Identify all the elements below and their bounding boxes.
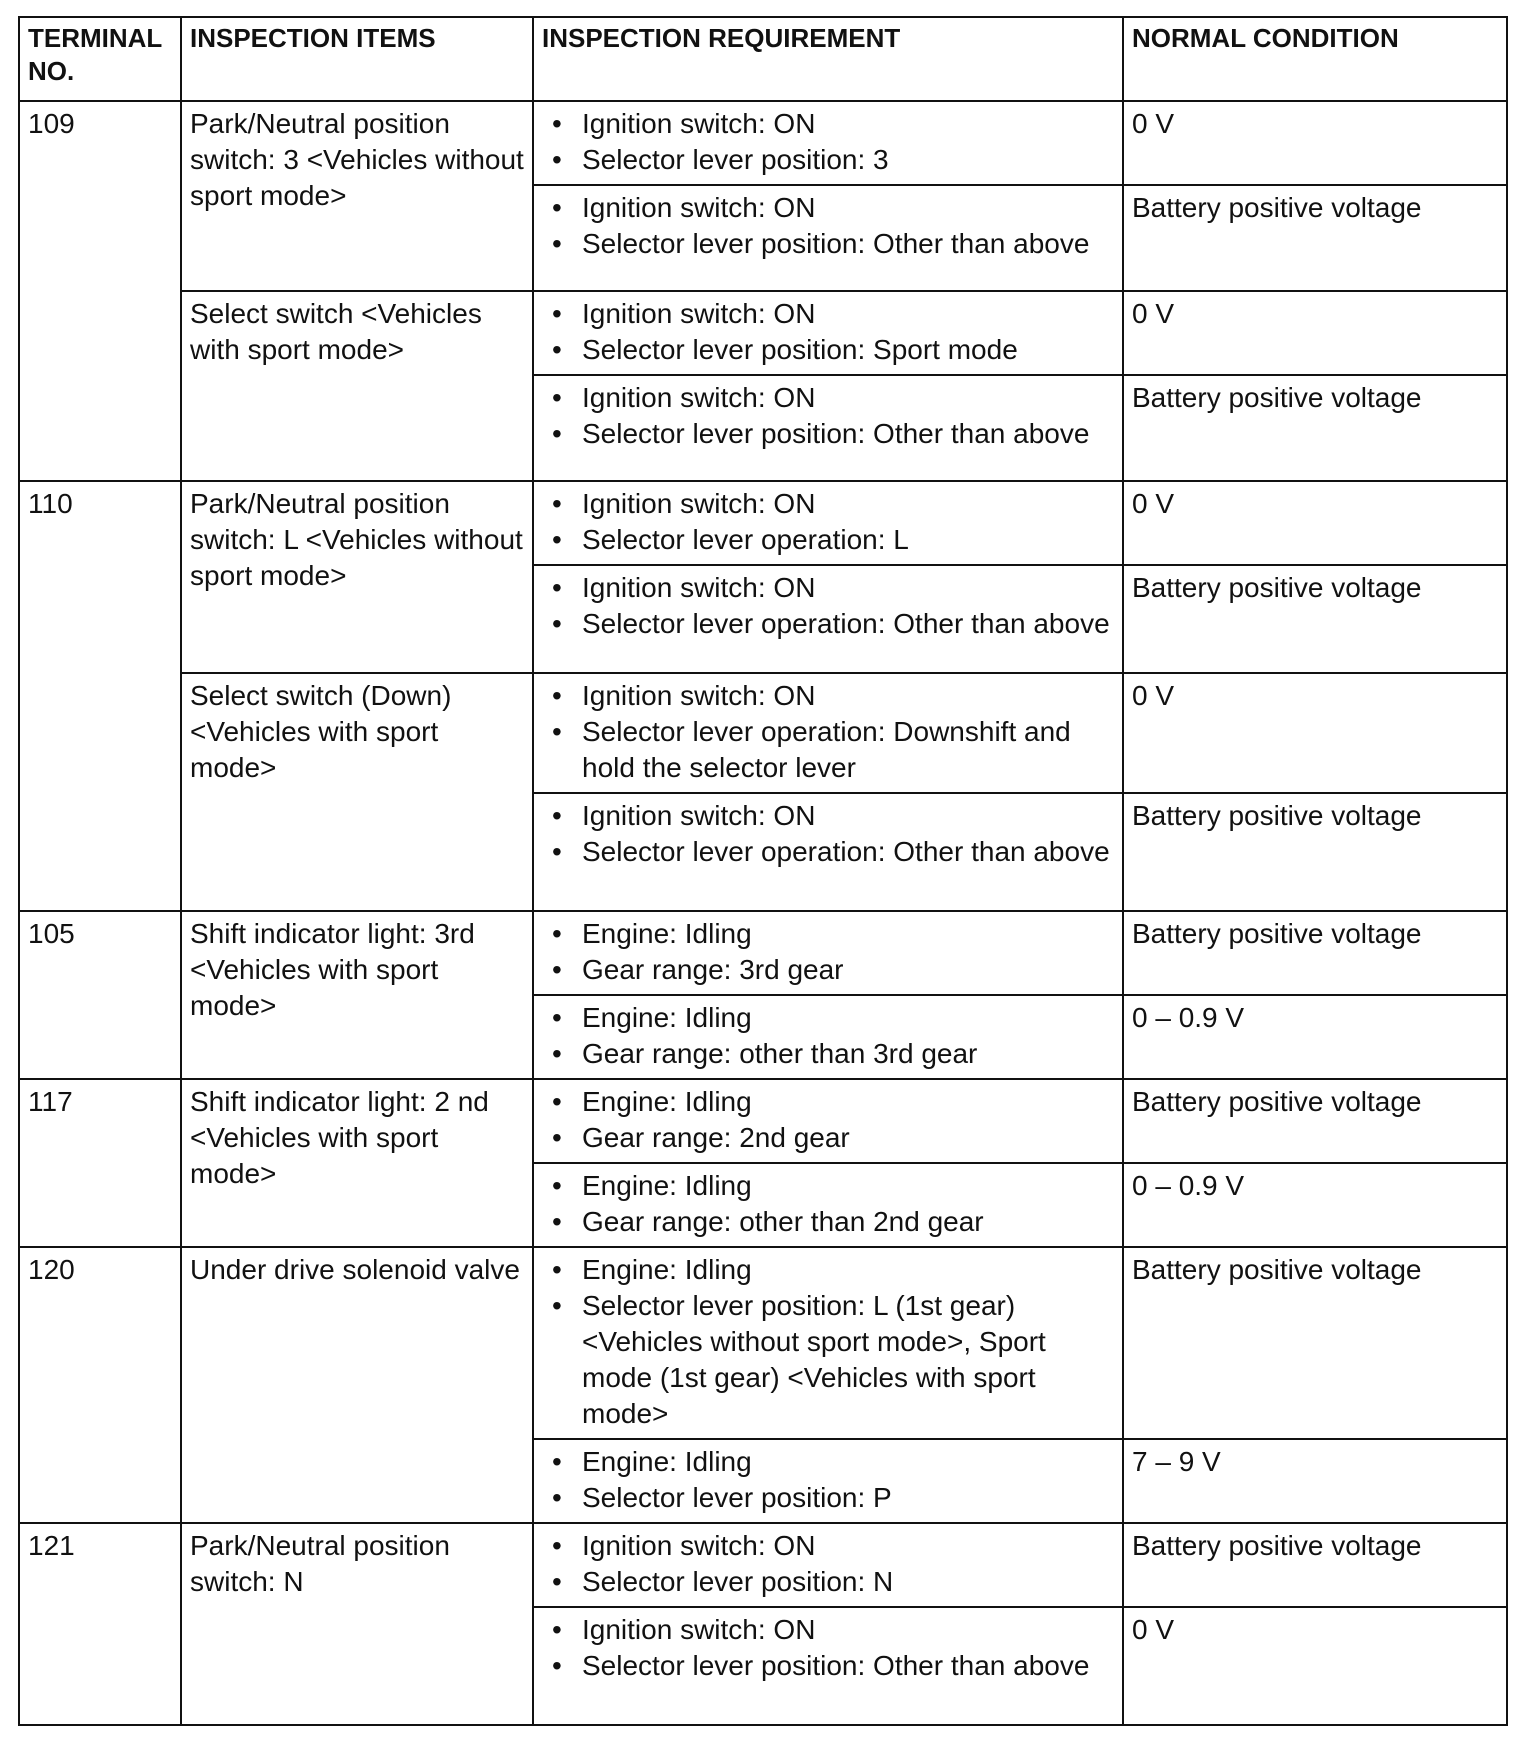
terminal-number: 121 <box>19 1523 181 1725</box>
requirement-item: • Ignition switch: ON <box>582 486 1114 522</box>
requirement-item: • Ignition switch: ON <box>582 1528 1114 1564</box>
requirement-item: • Engine: Idling <box>582 1000 1114 1036</box>
normal-condition: 7 – 9 V <box>1123 1439 1507 1523</box>
normal-condition: Battery positive voltage <box>1123 565 1507 673</box>
normal-condition: Battery positive voltage <box>1123 185 1507 291</box>
inspection-item: Park/Neutral position switch: N <box>181 1523 533 1725</box>
requirement-item: • Ignition switch: ON <box>582 678 1114 714</box>
requirement-item: • Selector lever position: P <box>582 1480 1114 1516</box>
table-row <box>19 101 1507 185</box>
requirement-item: • Selector lever position: Other than above <box>582 226 1114 262</box>
table-row <box>19 291 1507 375</box>
inspection-item: Park/Neutral position switch: L <Vehicles without sport mode> <box>181 481 533 673</box>
inspection-item: Select switch <Vehicles with sport mode> <box>181 291 533 481</box>
requirement-item: • Selector lever operation: Other than above <box>582 606 1114 642</box>
inspection-requirement <box>533 101 1123 185</box>
requirement-item: • Ignition switch: ON <box>582 570 1114 606</box>
requirement-item: • Gear range: 2nd gear <box>582 1120 1114 1156</box>
requirement-item: • Gear range: 3rd gear <box>582 952 1114 988</box>
inspection-requirement <box>533 1439 1123 1523</box>
requirement-item: • Selector lever operation: Other than above <box>582 834 1114 870</box>
requirement-item: • Selector lever operation: Downshift and hold the selector lever <box>582 714 1114 786</box>
normal-condition: Battery positive voltage <box>1123 793 1507 911</box>
terminal-number: 120 <box>19 1247 181 1523</box>
inspection-item: Select switch (Down) <Vehicles with sport mode> <box>181 673 533 911</box>
inspection-item: Under drive solenoid valve <box>181 1247 533 1523</box>
table-row <box>19 1247 1507 1439</box>
inspection-item: Shift indicator light: 3rd <Vehicles with sport mode> <box>181 911 533 1079</box>
inspection-item: Park/Neutral position switch: 3 <Vehicles without sport mode> <box>181 101 533 291</box>
requirement-item: • Engine: Idling <box>582 1168 1114 1204</box>
inspection-requirement <box>533 995 1123 1079</box>
header-row <box>19 17 1507 101</box>
inspection-requirement <box>533 375 1123 481</box>
table-row <box>19 481 1507 565</box>
normal-condition: 0 V <box>1123 1607 1507 1725</box>
requirement-item: • Ignition switch: ON <box>582 798 1114 834</box>
requirement-item: • Ignition switch: ON <box>582 296 1114 332</box>
inspection-requirement <box>533 1079 1123 1163</box>
header-normal-condition: NORMAL CONDITION <box>1123 17 1507 101</box>
requirement-item: • Selector lever position: 3 <box>582 142 1114 178</box>
inspection-item: Shift indicator light: 2 nd <Vehicles with sport mode> <box>181 1079 533 1247</box>
table-row <box>19 911 1507 995</box>
requirement-item: • Ignition switch: ON <box>582 190 1114 226</box>
inspection-requirement <box>533 1607 1123 1725</box>
normal-condition: 0 V <box>1123 291 1507 375</box>
requirement-item: • Gear range: other than 3rd gear <box>582 1036 1114 1072</box>
requirement-item: • Engine: Idling <box>582 1444 1114 1480</box>
table-row <box>19 1523 1507 1607</box>
normal-condition: 0 – 0.9 V <box>1123 1163 1507 1247</box>
requirement-item: • Ignition switch: ON <box>582 1612 1114 1648</box>
inspection-requirement <box>533 291 1123 375</box>
header-inspection-requirement: INSPECTION REQUIREMENT <box>533 17 1123 101</box>
requirement-item: • Ignition switch: ON <box>582 106 1114 142</box>
requirement-item: • Selector lever position: Other than above <box>582 416 1114 452</box>
inspection-requirement <box>533 911 1123 995</box>
requirement-item: • Engine: Idling <box>582 1084 1114 1120</box>
inspection-requirement <box>533 565 1123 673</box>
table-row <box>19 673 1507 793</box>
header-terminal: TERMINAL NO. <box>19 17 181 101</box>
requirement-item: • Gear range: other than 2nd gear <box>582 1204 1114 1240</box>
normal-condition: Battery positive voltage <box>1123 911 1507 995</box>
normal-condition: 0 V <box>1123 101 1507 185</box>
inspection-document <box>18 16 1508 1726</box>
inspection-requirement <box>533 793 1123 911</box>
terminal-number: 110 <box>19 481 181 911</box>
terminal-number: 109 <box>19 101 181 481</box>
normal-condition: Battery positive voltage <box>1123 1247 1507 1439</box>
requirement-item: • Selector lever position: Other than above <box>582 1648 1114 1684</box>
requirement-item: • Selector lever operation: L <box>582 522 1114 558</box>
normal-condition: Battery positive voltage <box>1123 1523 1507 1607</box>
header-inspection-items: INSPECTION ITEMS <box>181 17 533 101</box>
requirement-item: • Selector lever position: N <box>582 1564 1114 1600</box>
normal-condition: Battery positive voltage <box>1123 1079 1507 1163</box>
inspection-requirement <box>533 1523 1123 1607</box>
requirement-item: • Engine: Idling <box>582 916 1114 952</box>
table-row <box>19 1079 1507 1163</box>
requirement-item: • Ignition switch: ON <box>582 380 1114 416</box>
terminal-number: 105 <box>19 911 181 1079</box>
requirement-item: • Engine: Idling <box>582 1252 1114 1288</box>
normal-condition: Battery positive voltage <box>1123 375 1507 481</box>
terminal-number: 117 <box>19 1079 181 1247</box>
inspection-table <box>18 16 1508 1726</box>
inspection-requirement <box>533 1247 1123 1439</box>
normal-condition: 0 V <box>1123 673 1507 793</box>
inspection-requirement <box>533 481 1123 565</box>
inspection-requirement <box>533 1163 1123 1247</box>
requirement-item: • Selector lever position: L (1st gear) <Vehicles without sport mode>, Sport mode (1st gear) <Vehicles with sport mode> <box>582 1288 1114 1432</box>
requirement-item: • Selector lever position: Sport mode <box>582 332 1114 368</box>
inspection-requirement <box>533 185 1123 291</box>
inspection-requirement <box>533 673 1123 793</box>
normal-condition: 0 V <box>1123 481 1507 565</box>
normal-condition: 0 – 0.9 V <box>1123 995 1507 1079</box>
